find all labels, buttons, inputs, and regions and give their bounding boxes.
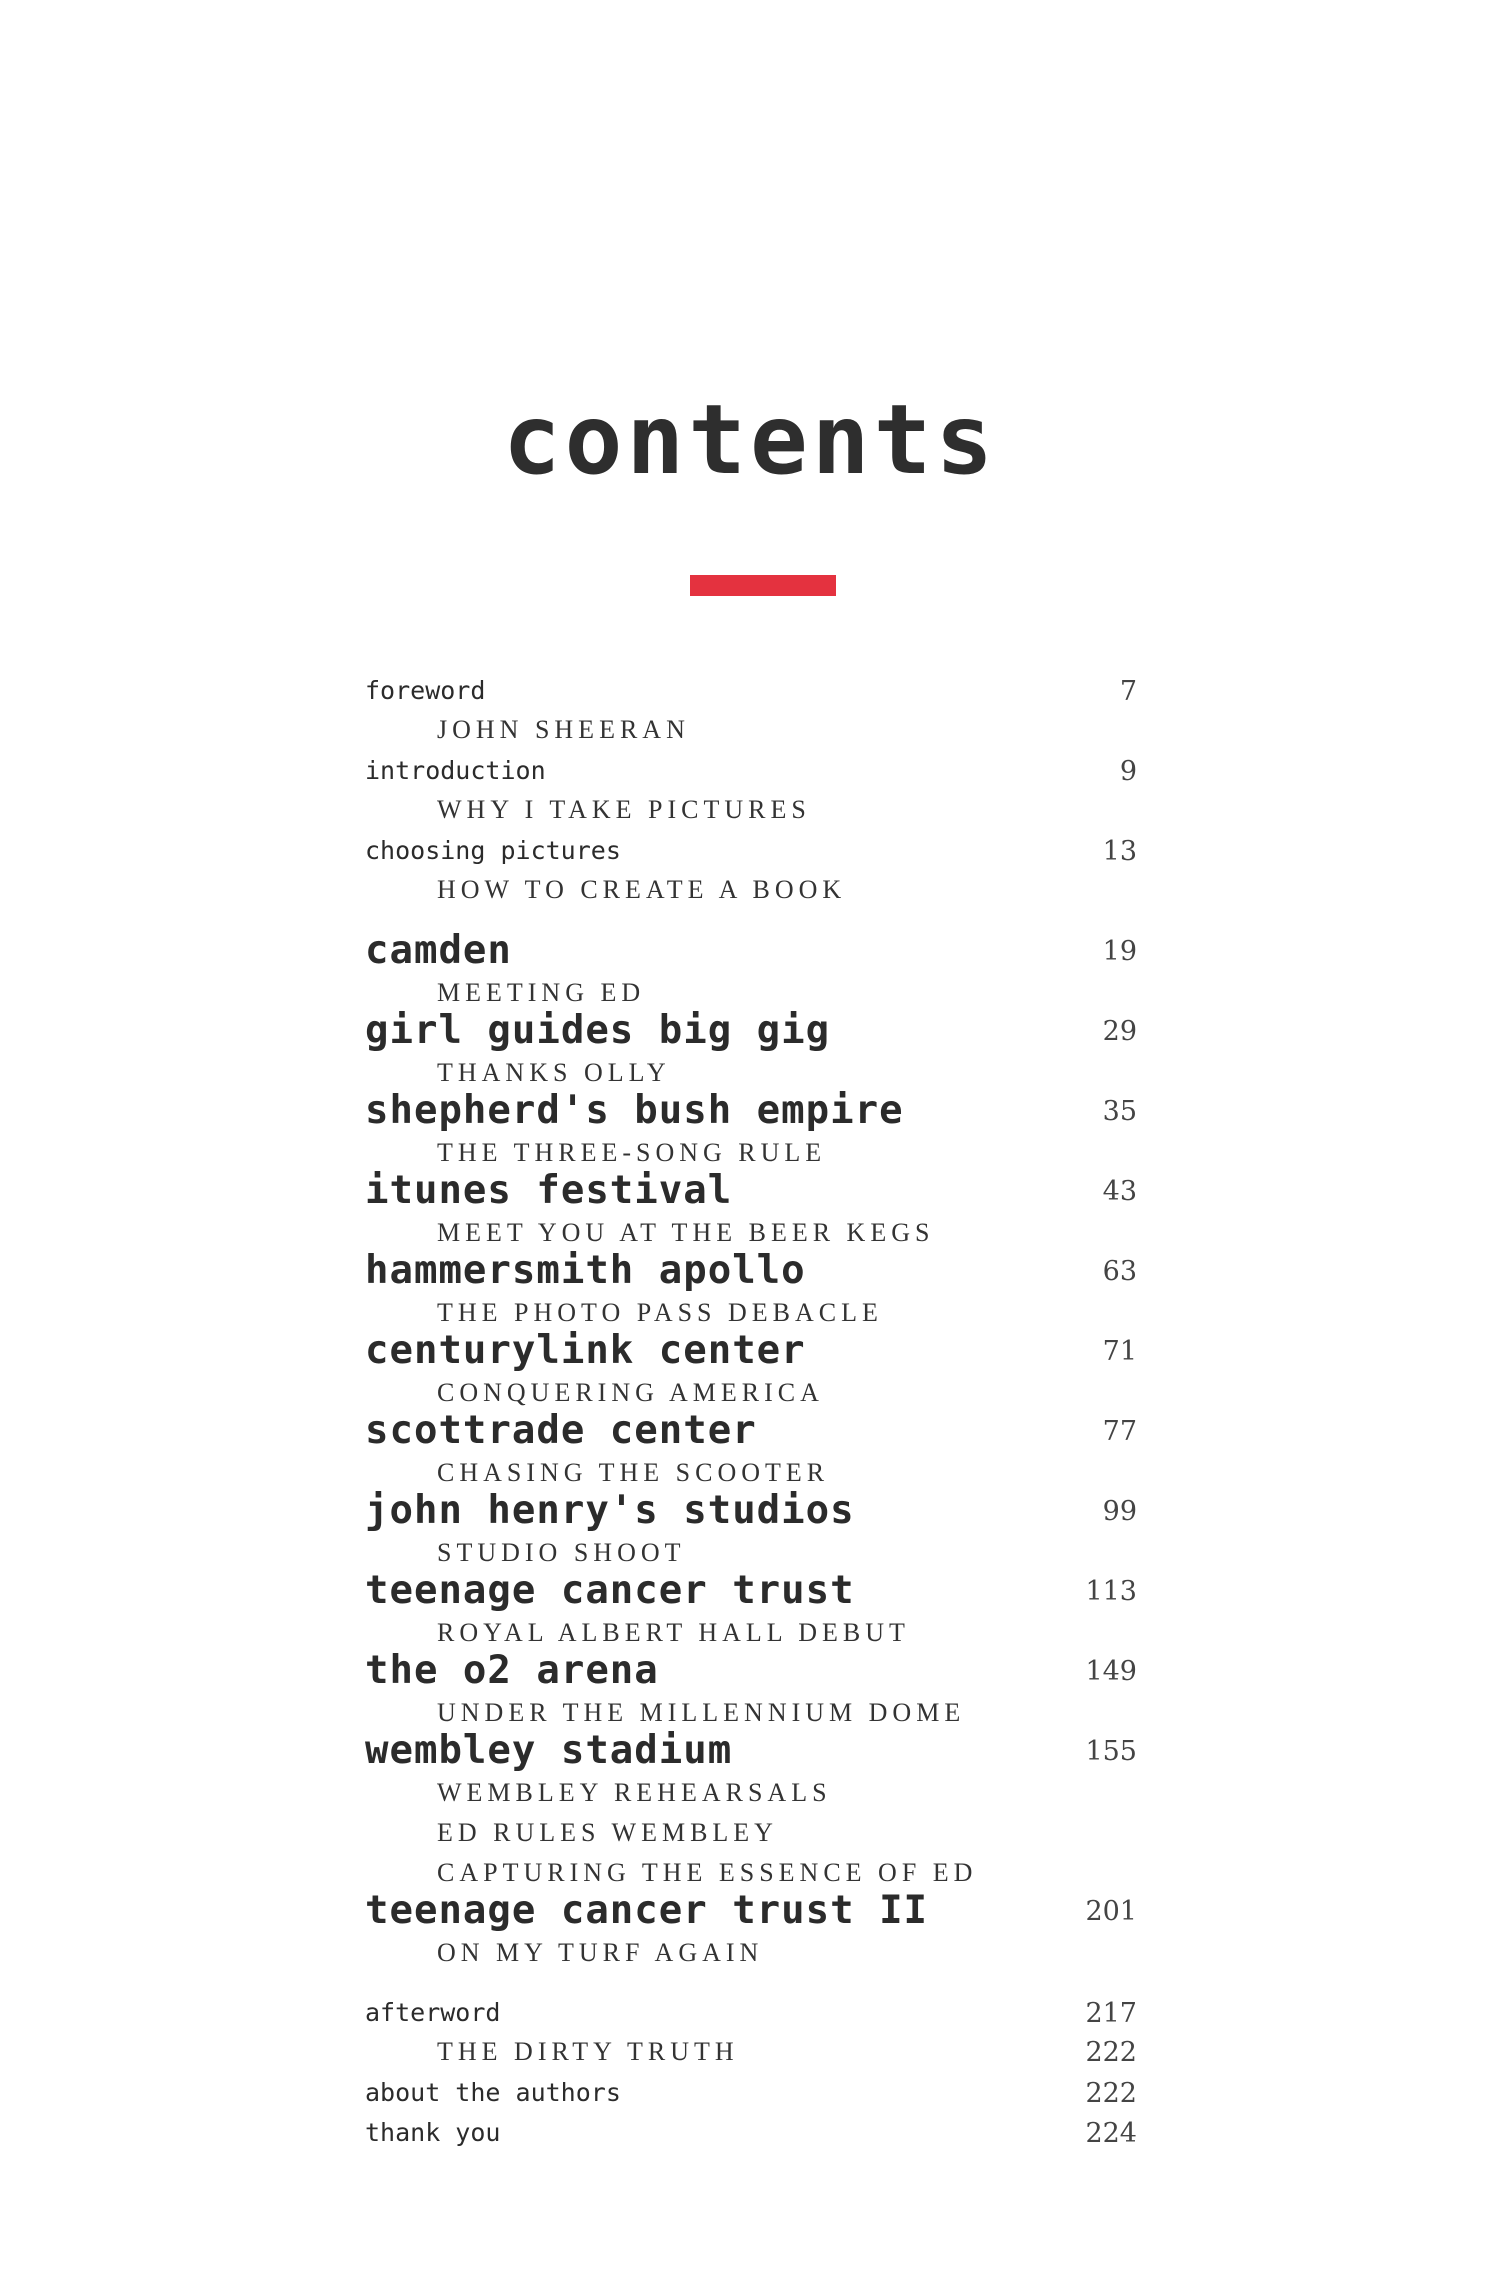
page-number: 7 xyxy=(1119,676,1137,707)
chapter-title: shepherd's bush empire xyxy=(365,1088,904,1133)
section-title: about the authors xyxy=(365,2078,621,2107)
section-title: choosing pictures xyxy=(365,836,621,865)
toc-subtitle: HOW TO CREATE A BOOK xyxy=(437,875,847,904)
page-number: 224 xyxy=(1085,2118,1137,2149)
toc-subtitle: THANKS OLLY xyxy=(437,1058,671,1087)
page-number: 43 xyxy=(1102,1176,1137,1207)
page-number: 63 xyxy=(1102,1256,1137,1287)
toc-subtitle: WHY I TAKE PICTURES xyxy=(437,795,811,824)
page-number: 222 xyxy=(1085,2078,1137,2109)
toc-subtitle: CONQUERING AMERICA xyxy=(437,1378,824,1407)
page-title: contents xyxy=(502,384,998,496)
page-number: 77 xyxy=(1102,1416,1137,1447)
toc-subtitle: CAPTURING THE ESSENCE OF ED xyxy=(437,1858,978,1887)
toc-subtitle: MEETING ED xyxy=(437,978,646,1007)
page-number: 222 xyxy=(1085,2037,1137,2068)
section-title: afterword xyxy=(365,1998,501,2027)
toc-subtitle: WEMBLEY REHEARSALS xyxy=(437,1778,832,1807)
page-number: 35 xyxy=(1102,1096,1137,1127)
section-title: introduction xyxy=(365,756,546,785)
chapter-title: girl guides big gig xyxy=(365,1008,831,1053)
toc-subtitle: THE THREE-SONG RULE xyxy=(437,1138,827,1167)
toc-subtitle: CHASING THE SCOOTER xyxy=(437,1458,830,1487)
chapter-title: john henry's studios xyxy=(365,1488,855,1533)
toc-subtitle: ROYAL ALBERT HALL DEBUT xyxy=(437,1618,910,1647)
page-number: 9 xyxy=(1119,756,1137,787)
page-number: 99 xyxy=(1102,1496,1137,1527)
toc-subtitle: JOHN SHEERAN xyxy=(437,715,690,744)
chapter-title: wembley stadium xyxy=(365,1728,733,1773)
page-number: 29 xyxy=(1102,1016,1137,1047)
toc-subtitle: ED RULES WEMBLEY xyxy=(437,1818,778,1847)
chapter-title: the o2 arena xyxy=(365,1648,659,1693)
toc-subtitle: STUDIO SHOOT xyxy=(437,1538,686,1567)
chapter-title: scottrade center xyxy=(365,1408,757,1453)
page-number: 113 xyxy=(1085,1576,1137,1607)
toc-subtitle: ON MY TURF AGAIN xyxy=(437,1938,764,1967)
accent-bar xyxy=(690,575,836,596)
page-number: 155 xyxy=(1085,1736,1137,1767)
chapter-title: camden xyxy=(365,928,512,973)
toc-subtitle: THE PHOTO PASS DEBACLE xyxy=(437,1298,883,1327)
chapter-title: hammersmith apollo xyxy=(365,1248,806,1293)
page-number: 201 xyxy=(1085,1896,1137,1927)
page-number: 217 xyxy=(1085,1998,1137,2029)
section-title: foreword xyxy=(365,676,486,705)
toc-subtitle: MEET YOU AT THE BEER KEGS xyxy=(437,1218,935,1247)
page-number: 71 xyxy=(1102,1336,1137,1367)
page-number: 13 xyxy=(1102,836,1137,867)
chapter-title: centurylink center xyxy=(365,1328,806,1373)
chapter-title: teenage cancer trust xyxy=(365,1568,855,1613)
page-number: 19 xyxy=(1102,936,1137,967)
page-number: 149 xyxy=(1085,1656,1137,1687)
chapter-title: itunes festival xyxy=(365,1168,733,1213)
toc-subtitle: UNDER THE MILLENNIUM DOME xyxy=(437,1698,966,1727)
toc-subtitle: THE DIRTY TRUTH xyxy=(437,2037,739,2066)
section-title: thank you xyxy=(365,2118,501,2147)
chapter-title: teenage cancer trust II xyxy=(365,1888,929,1933)
